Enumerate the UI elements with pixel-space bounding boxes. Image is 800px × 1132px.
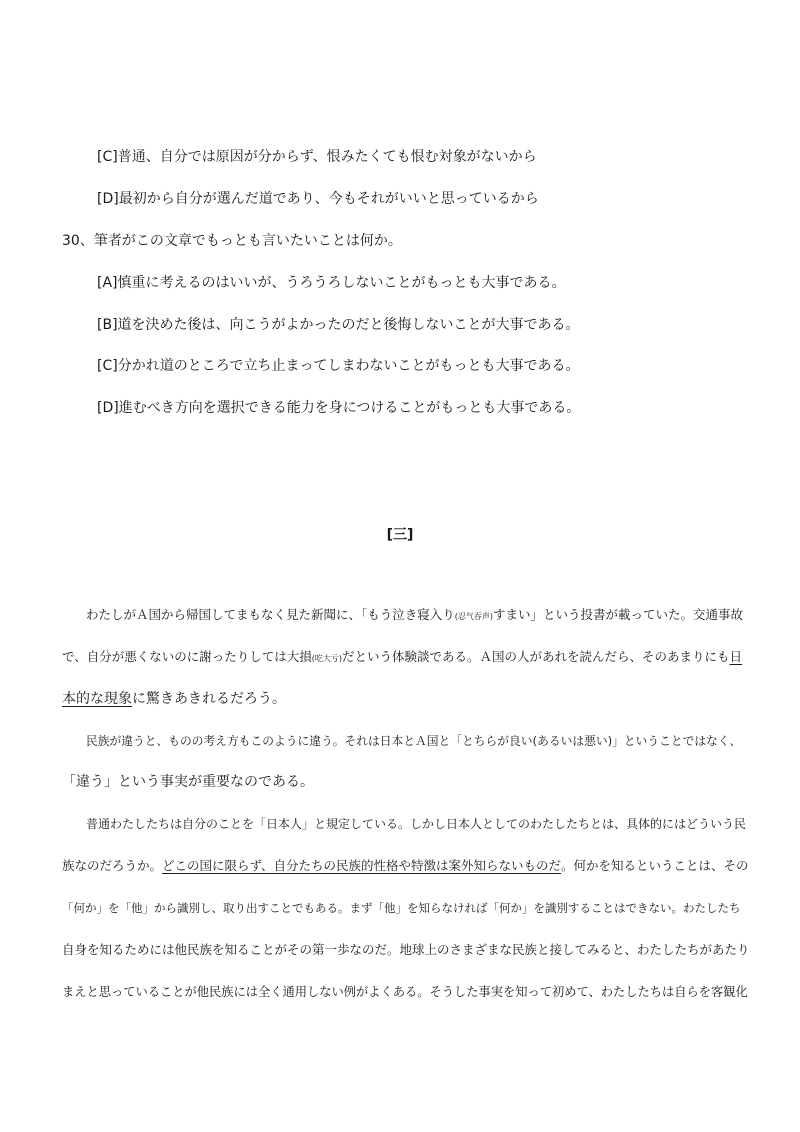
underlined-phrase: どこの国に限らず、自分たちの民族的性格や特徴は案外知らないものだ <box>162 858 562 873</box>
passage-line: 自身を知るためには他民族を知ることがその第一歩なのだ。地球上のさまざまな民族と接してみると、わたしたちがあたり <box>62 942 750 957</box>
passage-text: 。何かを知るということは、その <box>561 858 749 873</box>
passage-text: で、自分が悪くないのに謝ったりしては大損 <box>62 649 312 664</box>
q30-option-b: [B]道を決めた後は、向こうがよかったのだと後悔しないことが大事である。 <box>97 317 580 333</box>
underlined-phrase: 本的な現象 <box>62 691 132 707</box>
passage-text: 族なのだろうか。 <box>62 858 163 873</box>
q30-option-d: [D]進むべき方向を選択できる能力を身につけることがもっとも大事である。 <box>97 400 581 416</box>
passage-line <box>86 606 743 626</box>
section-heading: [三] <box>386 527 414 543</box>
q29-option-c: [C]普通、自分では原因が分からず、恨みたくても恨む対象がないから <box>97 149 537 165</box>
q30-option-c: [C]分かれ道のところで立ち止まってしまわないことがもっとも大事である。 <box>97 358 580 374</box>
passage-line <box>62 648 742 668</box>
gloss-note: (吃大亏) <box>311 654 343 663</box>
passage-text: すまい」という投書が載っていた。交通事故 <box>493 607 744 622</box>
q29-option-d: [D]最初から自分が選んだ道であり、今もそれがいいと思っているから <box>97 191 539 207</box>
q30-option-a: [A]慎重に考えるのはいいが、うろうろしないことがもっとも大事である。 <box>97 275 566 291</box>
q30-question: 30、筆者がこの文章でもっとも言いたいことは何か。 <box>62 233 402 249</box>
passage-line: 「違う」という事実が重要なのである。 <box>62 774 314 790</box>
underlined-phrase: 日 <box>729 649 743 664</box>
passage-text: だという体験談である。Ａ国の人があれを読んだら、そのあまりにも <box>342 649 730 664</box>
passage-line <box>62 690 286 708</box>
passage-text: わたしがＡ国から帰国してまもなく見た新聞に、「もう泣き寝入り <box>86 607 455 622</box>
passage-line: 民族が違うと、ものの考え方もこのように違う。それは日本とＡ国と「とちらが良い(あるいは悪い)」ということではなく、 <box>86 734 742 748</box>
passage-line <box>62 857 749 875</box>
passage-line: 普通わたしたちは自分のことを「日本人」と規定している。しかし日本人としてのわたしたちとは、具体的にはどういう民 <box>86 817 747 831</box>
passage-line: 「何か」を「他」から識別し、取り出すことでもある。まず「他」を知らなければ「何か」を識別することはできない。わたしたち <box>62 901 741 915</box>
passage-line: まえと思っていることが他民族には全く通用しない例がよくある。そうした事実を知って初めて、わたしたちは自らを客観化 <box>62 985 748 999</box>
passage-text: に驚きあきれるだろう。 <box>132 691 286 707</box>
gloss-note: (忍气吞声) <box>454 612 494 621</box>
